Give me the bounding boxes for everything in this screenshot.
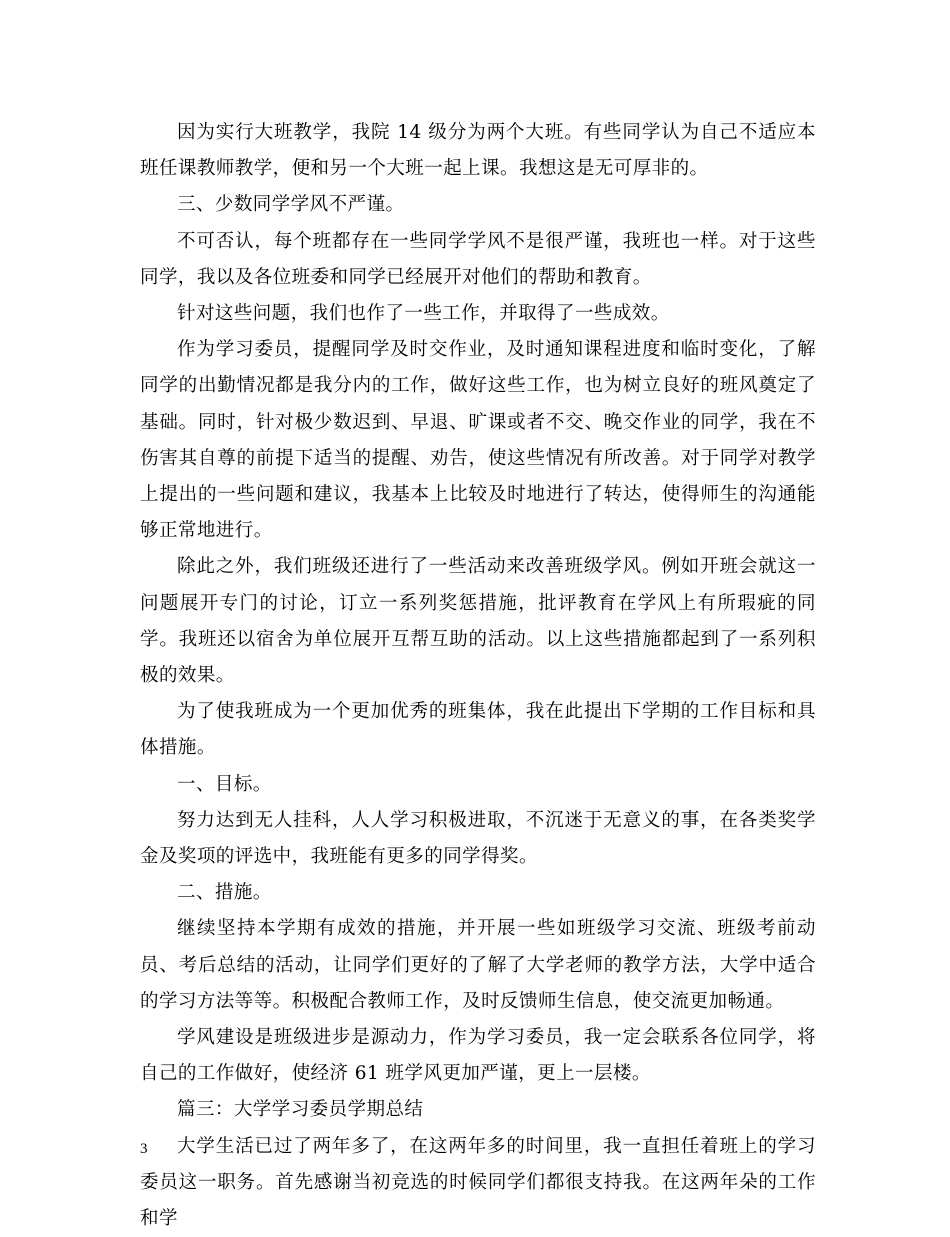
paragraph-measures: 继续坚持本学期有成效的措施，并开展一些如班级学习交流、班级考前动员、考后总结的活动，让同学们更好的了解了大学老师的教学方法，大学中适合的学习方法等等。积极配合教师工作，及时反馈师生信息，使交流更加畅通。 bbox=[140, 918, 816, 1012]
section-heading-3: 三、少数同学学风不严谨。 bbox=[177, 194, 405, 216]
chapter-heading: 篇三：大学学习委员学期总结 bbox=[177, 1099, 424, 1121]
paragraph-conclusion: 学风建设是班级进步是源动力，作为学习委员，我一定会联系各位同学，将自己的工作做好，使经济 61 班学风更加严谨，更上一层楼。 bbox=[140, 1027, 816, 1085]
page-number: 3 bbox=[140, 1141, 148, 1157]
paragraph-chapter-start: 大学生活已过了两年多了，在这两年多的时间里，我一直担任着班上的学习委员这一职务。首先感谢当初竞选的时候同学们都很支持我。在这两年朵的工作和学 bbox=[140, 1135, 816, 1230]
measures-heading: 二、措施。 bbox=[177, 882, 272, 904]
paragraph-goal: 努力达到无人挂科，人人学习积极进取，不沉迷于无意义的事，在各类奖学金及奖项的评选中，我班能有更多的同学得奖。 bbox=[140, 809, 816, 868]
paragraph-3: 针对这些问题，我们也作了一些工作，并取得了一些成效。 bbox=[177, 303, 670, 325]
paragraph-6: 为了使我班成为一个更加优秀的班集体，我在此提出下学期的工作目标和具体措施。 bbox=[140, 701, 816, 759]
paragraph-4: 作为学习委员，提醒同学及时交作业，及时通知课程进度和临时变化，了解同学的出勤情况都是我分内的工作，做好这些工作，也为树立良好的班风奠定了基础。同时，针对极少数迟到、早退、旷课或者不交、晚交作业的同学，我在不伤害其自尊的前提下适当的提醒、劝告，使这些情况有所改善。对于同学对教学上提出的一些问题和建议，我基本上比较及时地进行了转达，使得师生的沟通能够正常地进行。 bbox=[140, 339, 816, 542]
goal-heading: 一、目标。 bbox=[177, 773, 272, 795]
document-body bbox=[140, 115, 816, 1237]
paragraph-2: 不可否认，每个班都存在一些同学学风不是很严谨，我班也一样。对于这些同学，我以及各位班委和同学已经展开对他们的帮助和教育。 bbox=[140, 230, 816, 288]
paragraph-1: 因为实行大班教学，我院 14 级分为两个大班。有些同学认为自己不适应本班任课教师教学，便和另一个大班一起上课。我想这是无可厚非的。 bbox=[140, 122, 816, 180]
paragraph-5: 除此之外，我们班级还进行了一些活动来改善班级学风。例如开班会就这一问题展开专门的讨论，订立一系列奖惩措施，批评教育在学风上有所瑕疵的同学。我班还以宿舍为单位展开互帮互助的活动。以上这些措施都起到了一系列积极的效果。 bbox=[140, 556, 816, 687]
